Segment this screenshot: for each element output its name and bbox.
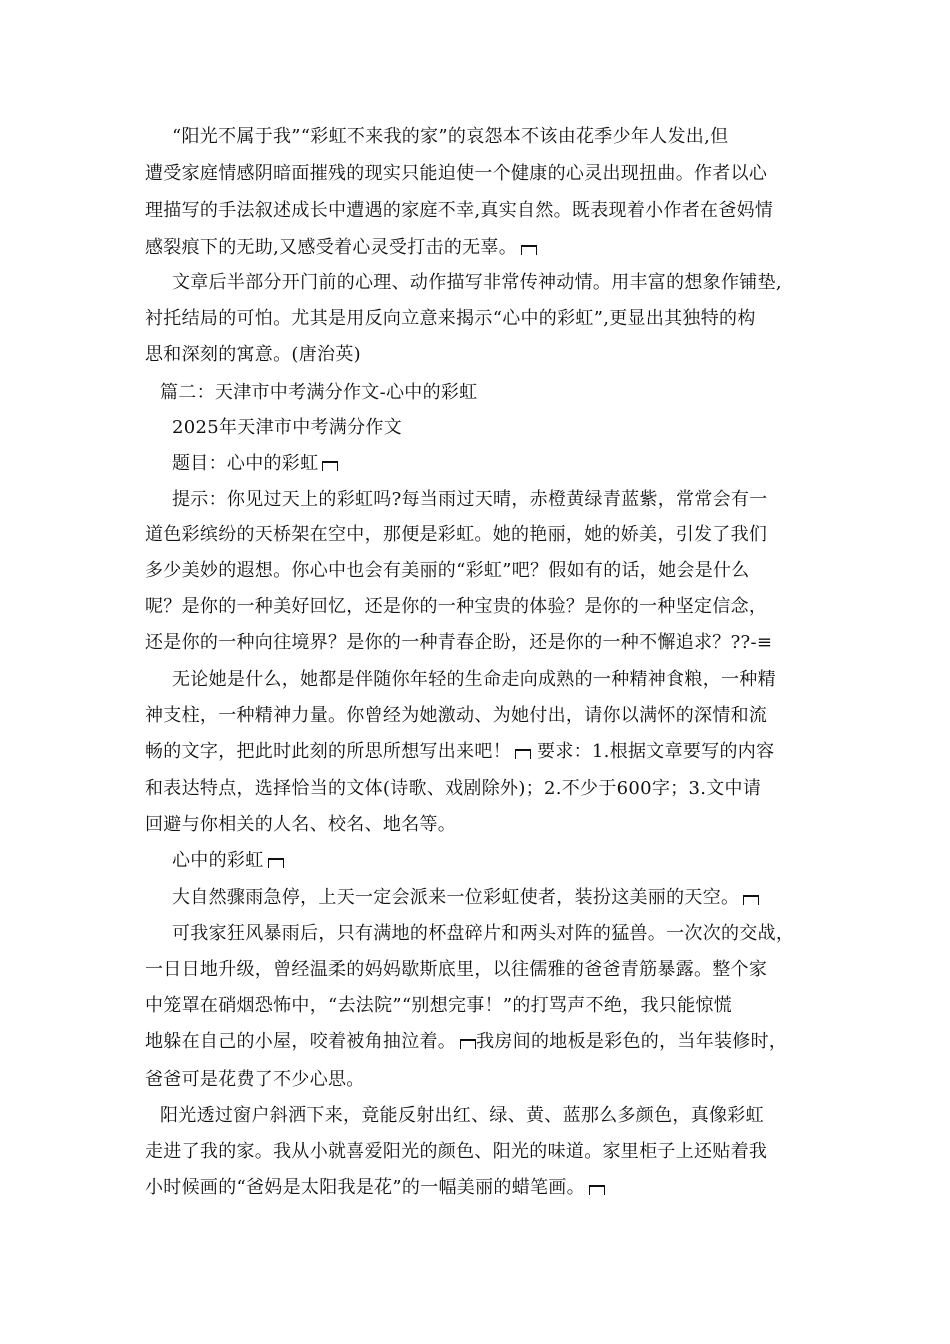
text-line [145,595,767,619]
text-line-content: 题目：心中的彩虹 [172,453,319,474]
paragraph-mark-icon [515,749,531,759]
text-line-content: 理描写的手法叙述成长中遭遇的家庭不幸,真实自然。既表现着小作者在爸妈情 [145,200,774,221]
text-line [172,922,794,946]
text-line-content: 爸爸可是花费了不少心思。 [145,1069,365,1090]
text-line-content: 走进了我的家。我从小就喜爱阳光的颜色、阳光的味道。家里柜子上还贴着我 [145,1141,768,1162]
essay-title [172,849,284,873]
text-line [145,307,756,331]
text-line-content: 阳光透过窗户斜洒下来，竟能反射出红、绿、黄、蓝那么多颜色，真像彩虹 [160,1105,764,1126]
text-line [145,704,767,728]
text-line [145,162,767,186]
text-line [145,1140,767,1164]
text-line-content: 衬托结局的可怕。尤其是用反向立意来揭示“心中的彩虹”,更显出其独特的构 [145,308,756,329]
text-line [145,199,773,223]
paragraph-mark-icon [589,1185,605,1195]
text-line [172,271,782,295]
text-line-content: 感裂痕下的无助,又感受着心灵受打击的无辜。 [145,237,518,258]
text-line [145,236,537,260]
text-line-content: 一日日地升级，曾经温柔的妈妈歇斯底里，以往儒雅的爸爸青筋暴露。整个家 [145,959,768,980]
text-line-content: 和表达特点，选择恰当的文体(诗歌、戏剧除外)；2.不少于600字；3.文中请 [145,778,762,799]
text-line-content: 道色彩缤纷的天桥架在空中，那便是彩虹。她的艳丽，她的娇美，引发了我们 [145,524,768,545]
text-line-content: 畅的文字，把此时此刻的所思所想写出来吧！ [145,741,511,762]
paragraph-mark-icon [268,858,284,868]
text-line [172,416,402,440]
text-line [145,559,750,583]
text-line [145,523,767,547]
text-line-content: 心中的彩虹 [172,850,264,871]
text-line [172,125,728,149]
text-line [145,994,732,1018]
text-line-content: 提示：你见过天上的彩虹吗?每当雨过天晴，赤橙黄绿青蓝紫，常常会有一 [172,489,768,510]
text-line [145,958,767,982]
text-line-content: 无论她是什么，她都是伴随你年轻的生命走向成熟的一种精神食粮，一种精 [172,669,776,690]
section-heading [160,381,477,405]
text-line-content: 小时候画的“爸妈是太阳我是花”的一幅美丽的蜡笔画。 [145,1177,585,1198]
text-line-content: 篇二：天津市中考满分作文-心中的彩虹 [160,382,478,403]
text-line-content: 文章后半部分开门前的心理、动作描写非常传神动情。用丰富的想象作铺垫, [172,272,782,293]
text-line [145,631,772,655]
text-line [145,343,361,367]
text-line-content: 大自然骤雨急停，上天一定会派来一位彩虹使者，装扮这美丽的天空。 [172,887,740,908]
text-line [145,1176,605,1200]
text-line [145,740,774,764]
text-line [172,452,338,476]
text-line-content: 多少美妙的遐想。你心中也会有美丽的“彩虹”吧？假如有的话，她会是什么 [145,560,750,581]
text-line-content: “阳光不属于我”“彩虹不来我的家”的哀怨本不该由花季少年人发出,但 [172,126,729,147]
text-line-content: 中笼罩在硝烟恐怖中，“去法院”“别想完事！”的打骂声不绝，我只能惊慌 [145,995,733,1016]
text-line-content: 回避与你相关的人名、校名、地名等。 [145,814,457,835]
text-line [172,488,768,512]
text-line [172,668,776,692]
text-line-content: 神支柱，一种精神力量。你曾经为她激动、为她付出，请你以满怀的深情和流 [145,705,768,726]
text-line-content: 可我家狂风暴雨后，只有满地的杯盘碎片和两头对阵的猛兽。一次次的交战， [172,923,795,944]
text-line [145,777,761,801]
paragraph-mark-icon [322,461,338,471]
text-line-content: 思和深刻的寓意。(唐治英) [145,344,361,365]
text-line [145,1068,365,1092]
text-line-content: 地躲在自己的小屋，咬着被角抽泣着。 [145,1031,457,1052]
text-line-content: 2025年天津市中考满分作文 [172,417,403,438]
text-line-content: 遭受家庭情感阴暗面摧残的现实只能迫使一个健康的心灵出现扭曲。作者以心 [145,163,768,184]
text-line [145,1030,787,1054]
text-line [160,1104,764,1128]
text-line [145,813,456,837]
paragraph-mark-icon [460,1039,476,1049]
text-line-content: 我房间的地板是彩色的，当年装修时， [476,1031,788,1052]
text-line-content: 呢？是你的一种美好回忆，还是你的一种宝贵的体验？是你的一种坚定信念， [145,596,768,617]
text-line-content: 还是你的一种向往境界？是你的一种青春企盼，还是你的一种不懈追求？??-≡ [145,632,773,653]
paragraph-mark-icon [521,245,537,255]
paragraph-mark-icon [743,895,759,905]
text-line-content: 要求：1.根据文章要写的内容 [537,741,775,762]
text-line [172,886,759,910]
